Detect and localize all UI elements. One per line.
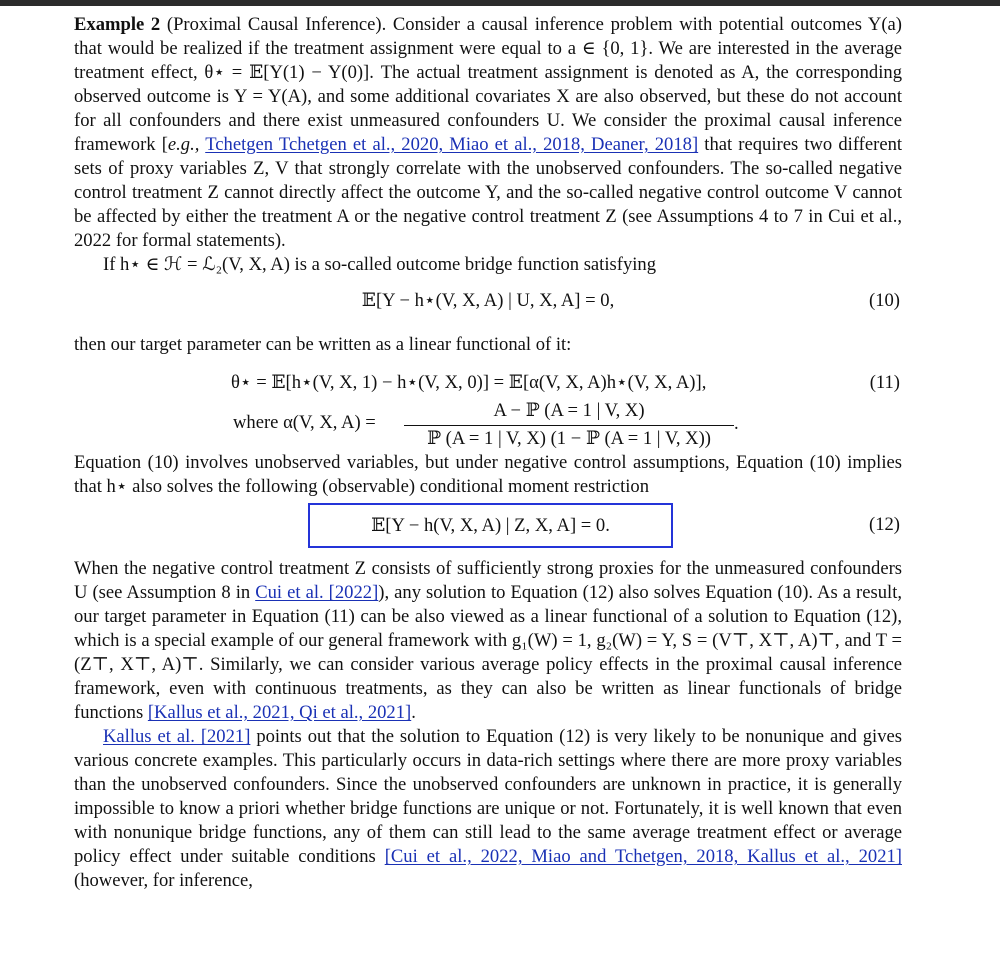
equation-12 [74, 499, 902, 557]
example-title: (Proximal Causal Inference). [166, 14, 387, 35]
equation-11-line1: θ⋆ = 𝔼[h⋆(V, X, 1) − h⋆(V, X, 0)] = 𝔼[α(V, X, A)h⋆(V, X, A)], [231, 372, 707, 393]
equation-10-expr: 𝔼[Y − h⋆(V, X, A) | U, X, A] = 0, [361, 290, 615, 311]
fraction-numerator: A − ℙ (A = 1 | V, X) [493, 400, 645, 421]
citation-link-proximal[interactable]: Tchetgen Tchetgen et al., 2020, Miao et al., 2018, Deaner, 2018] [205, 134, 699, 155]
equation-10 [74, 277, 902, 325]
citation-link-kallus[interactable]: Kallus et al. [2021] [103, 726, 251, 747]
example-2-paragraph: Example 2 (Proximal Causal Inference). Consider a causal inference problem with potential outcomes Y(a) that would be realized if the treatment assignment were equal to a ∈ {0, 1}. We are interested in the average treatment effect, θ⋆ = 𝔼[Y(1) − Y(0)]. The actual treatment assignment is denoted as A, the corresponding observed outcome is Y = Y(A), and some additional covariates X are also observed, but these do not account for all confounders and there exist unmeasured confounders U. We consider the proximal causal inference framework [e.g., Tchetgen Tchetgen et al., 2020, Miao et al., 2018, Deaner, 2018] that requires two different sets of proxy variables Z, V that strongly correlate with the unobserved confounders. The so-called negative control treatment Z cannot directly affect the outcome Y, and the so-called negative control outcome V cannot be affected by either the treatment A or the negative control treatment Z (see Assumptions 4 to 7 in Cui et al., 2022 for formal statements). [74, 14, 903, 251]
alpha-fraction [404, 399, 734, 451]
equation-11-where: where α(V, X, A) = [233, 412, 376, 433]
paper-page [74, 13, 902, 893]
fraction-period: . [734, 413, 739, 434]
citation-link-conditions[interactable]: [Cui et al., 2022, Miao and Tchetgen, 2018, Kallus et al., 2021] [384, 846, 902, 867]
observable-restriction-paragraph: Equation (10) involves unobserved variables, but under negative control assumptions, Equation (10) implies that h⋆ also solves the following (observable) conditional moment restriction [74, 452, 902, 497]
negative-control-paragraph: When the negative control treatment Z consists of sufficiently strong proxies for the unmeasured confounders U (see Assumption 8 in Cui et al. [2022]), any solution to Equation (12) also solves Equation (10). As a result, our target parameter in Equation (11) can be also viewed as a linear functional of a solution to Equation (12), which is a special example of our general framework with g₁(W) = 1, g₂(W) = Y, S = (V⊤, X⊤, A)⊤, and T = (Z⊤, X⊤, A)⊤. Similarly, we can consider various average policy effects in the proximal causal inference framework, even with continuous treatments, as they can also be written as linear functionals of bridge functions [Kallus et al., 2021, Qi et al., 2021]. [74, 558, 903, 723]
equation-12-highlight-box [308, 503, 673, 548]
equation-12-number: (12) [869, 514, 900, 535]
fraction-denominator: ℙ (A = 1 | V, X) (1 − ℙ (A = 1 | V, X)) [427, 428, 711, 449]
citation-link-cui[interactable]: Cui et al. [2022] [255, 582, 379, 603]
nonunique-paragraph: Kallus et al. [2021] points out that the solution to Equation (12) is very likely to be nonunique and gives various concrete examples. This particularly occurs in data-rich settings where there are more proxy variables than the unobserved confounders. Since the unobserved confounders are unknown in practice, it is generally impossible to know a priori whether bridge functions are unique or not. Fortunately, it is well known that even with nonunique bridge functions, any of them can still lead to the same average treatment effect or average policy effect under suitable conditions [Cui et al., 2022, Miao and Tchetgen, 2018, Kallus et al., 2021] (however, for inference, [74, 726, 902, 891]
equation-12-expr: 𝔼[Y − h(V, X, A) | Z, X, A] = 0. [371, 515, 610, 536]
equation-10-number: (10) [869, 290, 900, 311]
equation-11-number: (11) [869, 372, 900, 393]
window-top-bar [0, 0, 1000, 6]
bridge-function-paragraph: If h⋆ ∈ ℋ = ℒ₂(V, X, A) is a so-called outcome bridge function satisfying [103, 254, 656, 275]
equation-11 [74, 357, 902, 449]
target-parameter-paragraph: then our target parameter can be written as a linear functional of it: [74, 334, 572, 355]
example-label: Example 2 [74, 14, 161, 35]
citation-link-kallus-qi[interactable]: [Kallus et al., 2021, Qi et al., 2021] [147, 702, 412, 723]
